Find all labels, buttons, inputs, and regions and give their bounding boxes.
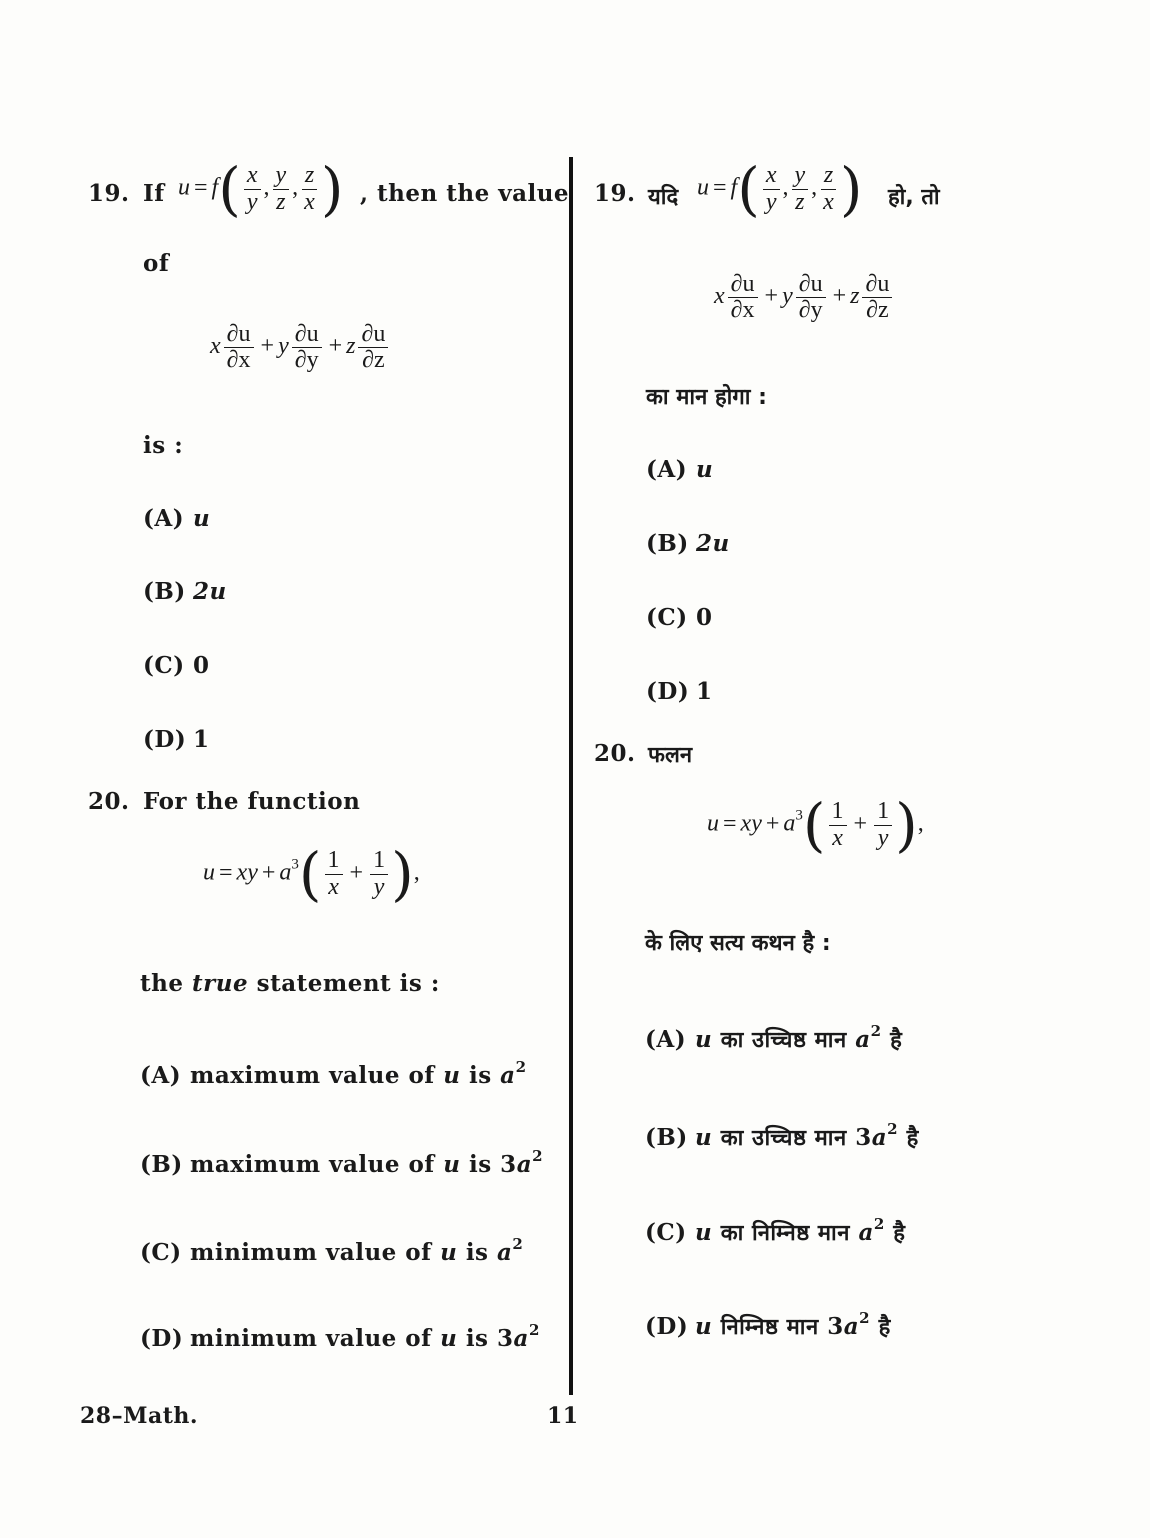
q20-hi-intro: फलन <box>648 743 693 768</box>
q20-hi-statement: के लिए सत्य कथन है : <box>645 931 831 956</box>
q20-option-a: (A) maximum value of u is $a^2$ <box>140 1058 527 1089</box>
column-divider <box>569 157 573 1395</box>
q19-option-d: (D) 1 <box>143 726 210 753</box>
q19-hi-option-d: (D) 1 <box>646 678 713 705</box>
q20-hi-option-b: (B) u का उच्चिष्ठ मान $3a^2$ है <box>645 1120 919 1151</box>
q20-hi-function: u = xy + $a^3$( $\frac{1}{x}$ + $\frac{1}{y}$ ), <box>707 791 924 859</box>
q19-number: 19. <box>88 180 130 207</box>
q19-of: of <box>143 250 170 277</box>
q20-hi-option-a: (A) u का उच्चिष्ठ मान $a^2$ है <box>645 1022 903 1053</box>
q20-hi-option-d: (D) u निम्निष्ठ मान $3a^2$ है <box>645 1309 891 1340</box>
q20-option-b: (B) maximum value of u is $3a^2$ <box>140 1147 544 1178</box>
q20-option-c: (C) minimum value of u is $a^2$ <box>140 1235 524 1266</box>
q20-option-d: (D) minimum value of u is $3a^2$ <box>140 1321 540 1352</box>
q19-option-c: (C) 0 <box>143 652 210 679</box>
q19-if: If <box>143 180 165 207</box>
q20-number: 20. <box>88 788 130 815</box>
q19-hi-option-b: (B) 2u <box>646 530 730 557</box>
q19-option-b: (B) 2u <box>143 578 227 605</box>
q19-hi-number: 19. <box>594 180 636 207</box>
footer-code: 28–Math. <box>80 1403 199 1429</box>
q19-function-def: u = f( $\frac{x}{y}$ , $\frac{y}{z}$ , $\frac{z}{x}$ ) <box>178 155 344 223</box>
q19-option-a: (A) u <box>143 505 211 532</box>
q19-then-value: , then the value <box>360 180 570 207</box>
q19-hi-expression: x $\frac{\partial u}{\partial x}$ + y $\frac{\partial u}{\partial y}$ + z $\frac{\partial u}{\partial z}$ <box>714 272 895 323</box>
q20-intro: For the function <box>143 788 361 815</box>
q20-hi-option-c: (C) u का निम्निष्ठ मान $a^2$ है <box>645 1215 906 1246</box>
q19-hi-function-def: u = f( $\frac{x}{y}$ , $\frac{y}{z}$ , $\frac{z}{x}$ ) <box>697 155 863 223</box>
q19-hi-ka-maan: का मान होगा : <box>646 385 767 410</box>
q20-hi-number: 20. <box>594 740 636 767</box>
q19-hi-intro: यदि <box>648 185 679 210</box>
q20-function: u = xy + $a^3$( $\frac{1}{x}$ + $\frac{1}{y}$ ), <box>203 840 420 908</box>
q20-statement: the true statement is : <box>140 970 440 997</box>
q19-hi-ho-to: हो, तो <box>888 185 940 210</box>
q19-expression: x $\frac{\partial u}{\partial x}$ + y $\frac{\partial u}{\partial y}$ + z $\frac{\partial u}{\partial z}$ <box>210 322 391 373</box>
q19-is: is : <box>143 432 184 459</box>
page-number: 11 <box>547 1403 579 1429</box>
q19-hi-option-a: (A) u <box>646 456 714 483</box>
q19-hi-option-c: (C) 0 <box>646 604 713 631</box>
